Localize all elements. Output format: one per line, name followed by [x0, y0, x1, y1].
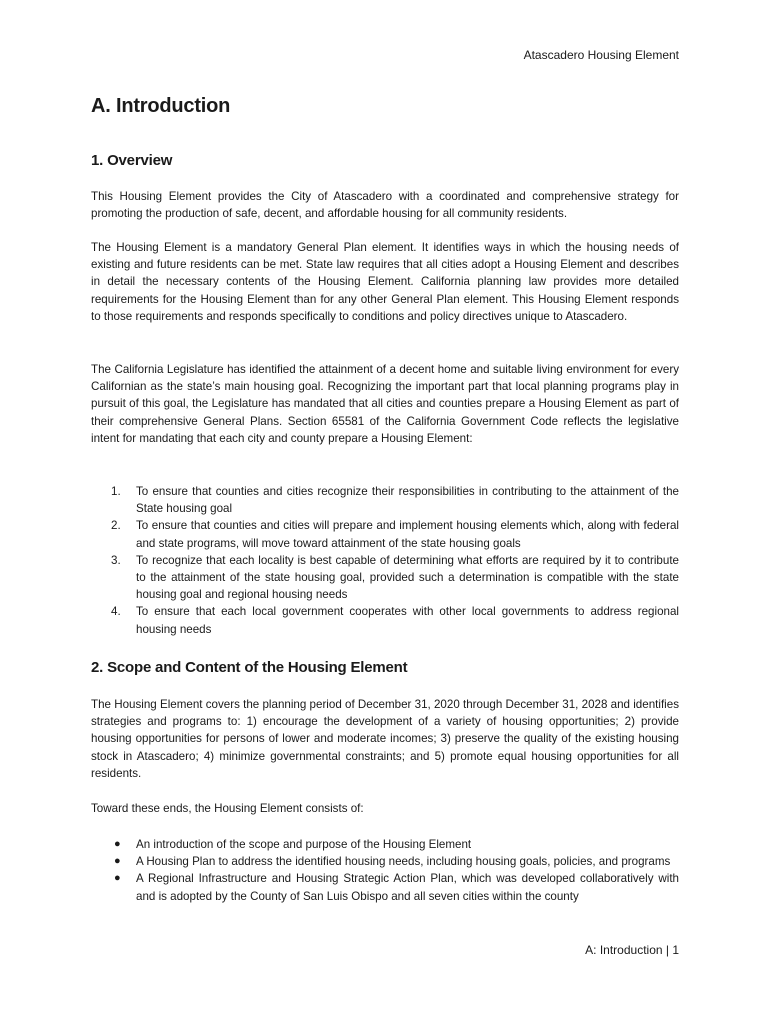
running-header: Atascadero Housing Element — [523, 48, 679, 62]
bullet-icon: ● — [114, 838, 121, 850]
overview-paragraph-1: This Housing Element provides the City of Atascadero with a coordinated and comprehensive strategy for promoting the production of safe, decent, and affordable housing for all community residents. — [91, 190, 679, 221]
bullet-icon: ● — [114, 872, 121, 885]
bullet-icon: ● — [114, 855, 121, 868]
scope-paragraph-1: The Housing Element covers the planning period of December 31, 2020 through December 31, 2028 and identifies strategies and programs to: 1) encourage the development of a variety of housing opportunities; 2) provide housing opportunities for persons of lower and moderate incomes; 3) preserve the quality of the existing housing stock in Atascadero; 4) minimize governmental constraints; and 5) promote equal housing opportunities for all residents. — [91, 698, 679, 780]
list-item-text: To ensure that each local government cooperates with other local governments to address regional housing needs — [136, 605, 679, 636]
legislative-intent-list — [91, 483, 679, 638]
section-heading-scope: 2. Scope and Content of the Housing Element — [91, 659, 408, 676]
list-item — [91, 483, 679, 517]
list-number: 2. — [111, 519, 121, 533]
section-heading-overview: 1. Overview — [91, 152, 173, 169]
page-title: A. Introduction — [91, 95, 231, 117]
list-item — [91, 517, 679, 551]
list-item — [91, 870, 679, 904]
list-item — [91, 552, 679, 604]
overview-paragraph-2: The Housing Element is a mandatory General Plan element. It identifies ways in which the housing needs of existing and future residents can be met. State law requires that all cities adopt a Housing Element and describes in detail the necessary contents of the Housing Element. California planning law provides more detailed requirements for the Housing Element than for any other General Plan element. This Housing Element responds to those requirements and responds specifically to conditions and policy directives unique to Atascadero. — [91, 241, 679, 323]
list-number: 1. — [111, 485, 121, 498]
list-item-text: A Housing Plan to address the identified housing needs, including housing goals, policies, and programs — [136, 855, 671, 869]
list-item — [91, 603, 679, 637]
page-footer: A: Introduction | 1 — [585, 943, 679, 957]
list-item — [91, 853, 679, 870]
list-item-text: A Regional Infrastructure and Housing Strategic Action Plan, which was developed collaboratively with and is adopted by the County of San Luis Obispo and all seven cities within the county — [136, 872, 679, 903]
scope-paragraph-2: Toward these ends, the Housing Element consists of: — [91, 802, 364, 815]
list-item-text: To recognize that each locality is best capable of determining what efforts are required by it to contribute to the attainment of the state housing goal, provided such a determination is compatible with the state housing goal and regional housing needs — [136, 553, 679, 602]
list-item-text: To ensure that counties and cities recognize their responsibilities in contributing to the attainment of the State housing goal — [136, 485, 679, 516]
overview-paragraph-3: The California Legislature has identified the attainment of a decent home and suitable living environment for every Californian as the state’s main housing goal. Recognizing the important part that local planning programs play in pursuit of this goal, the Legislature has mandated that all cities and counties prepare a Housing Element as part of their comprehensive General Plans. Section 65581 of the California Government Code reflects the legislative intent for mandating that each city and county prepare a Housing Element: — [91, 363, 679, 445]
list-item-text: An introduction of the scope and purpose of the Housing Element — [136, 838, 472, 851]
list-item-text: To ensure that counties and cities will prepare and implement housing elements which, along with federal and state programs, will move toward attainment of the state housing goals — [136, 519, 679, 550]
list-number: 3. — [111, 553, 121, 567]
list-number: 4. — [111, 605, 121, 619]
contents-bullet-list — [91, 836, 679, 905]
list-item — [91, 836, 679, 853]
